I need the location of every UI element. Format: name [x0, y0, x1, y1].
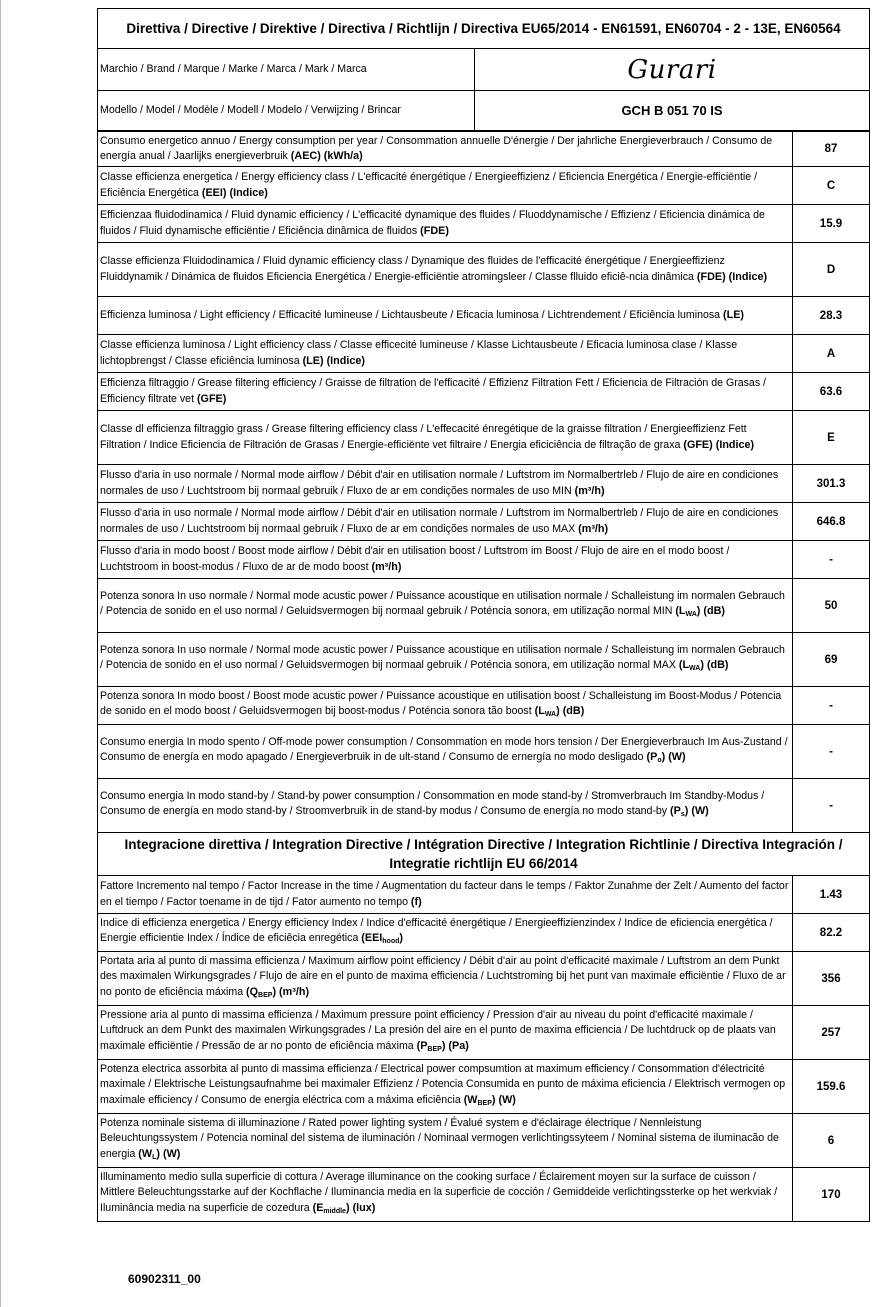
spec-label — [98, 205, 793, 243]
row-text: Classe efficienza energetica / Energy efficiency class / L'efficacité énergétique / Energieeffizienz / Eficiencia Energética / Energie-efficiëntie / Eficiência Energética — [100, 171, 758, 199]
row-text: Portata aria al punto di massima efficienza / Maximum airflow point efficiency / Débit d'air au point d'efficacité maximale / Luftstrom an dem Punkt des maximalen Wirkungsgrades / Flujo de aire en el punto de maxima efficiencia / Luchtstroming bij het punt van maximale efficiëntie / Fluxo de ar no ponto de eficiência máxima — [100, 954, 786, 998]
row-symbol: (EEI) (Indice) — [201, 186, 268, 199]
integration-value: 82.2 — [793, 914, 870, 952]
integration-value: 257 — [793, 1006, 870, 1060]
spec-value: C — [793, 167, 870, 205]
spec-label — [98, 411, 793, 465]
integration-row — [98, 952, 870, 1006]
row-symbol: (f) — [410, 895, 422, 908]
row-text: Flusso d'aria in uso normale / Normal mode airflow / Débit d'air en utilisation normale / Luftstrom im Normalbertrleb / Flujo de aire en condiciones normales de uso / Luchtstroom bij normaal gebruik / Fluxo de ar em condições normales de uso MIN — [100, 469, 779, 497]
brand-label: Marchio / Brand / Marque / Marke / Marca / Mark / Marca — [98, 49, 475, 91]
integration-section-row — [98, 833, 870, 876]
row-text: Efficienza filtraggio / Grease filtering efficiency / Graisse de filtration de l'efficacité / Effizienz Filtration Fett / Eficiencia de Filtración de Grasas / Efficiency filtrate vet — [100, 377, 766, 405]
integration-value: 1.43 — [793, 876, 870, 914]
row-text: Potenza sonora In uso normale / Normal mode acustic power / Puissance acoustique en utilisation normale / Schalleistung im normalen Gebrauch / Potencia de sonido en el uso normal / Geluidsvermogen bij normaal gebruik / Poténcia sonora, em utilização normal MIN — [100, 589, 785, 617]
spec-label — [98, 579, 793, 633]
spec-row — [98, 725, 870, 779]
row-text: Classe efficienza luminosa / Light efficiency class / Classe efficecité lumineuse / Klasse Lichtausbeute / Eficacia luminosa clase / Klasse lichtopbrengst / Classe eficiência luminosa — [100, 339, 738, 367]
integration-section-title: Integracione direttiva / Integration Directive / Intégration Directive / Integration Richtlinie / Directiva Integración / Integratie richtlijn EU 66/2014 — [98, 833, 870, 876]
spec-value: 63.6 — [793, 373, 870, 411]
spec-label — [98, 335, 793, 373]
row-symbol: (FDE) — [420, 224, 449, 237]
spec-value: 87 — [793, 132, 870, 167]
row-symbol: $(W_{BEP})$ (W) — [463, 1093, 516, 1107]
row-text: Consumo energia In modo stand-by / Stand-by power consumption / Consommation en mode stand-by / Stromverbrauch Im Standby-Modus / Consumo de energía en modo stand-by / Stroomverbruik in de stand-by modus / Consumo de energía no modo stand-by — [100, 789, 765, 817]
spec-value: 301.3 — [793, 465, 870, 503]
spec-value: - — [793, 779, 870, 833]
spec-value: 69 — [793, 633, 870, 687]
integration-label — [98, 952, 793, 1006]
row-symbol: $(Q_{BEP})$ (m³/h) — [246, 985, 310, 999]
page-edge-line — [0, 0, 1, 1307]
spec-value: D — [793, 243, 870, 297]
row-text: Potenza sonora In uso normale / Normal mode acustic power / Puissance acoustique en utilisation normale / Schalleistung im normalen Gebrauch / Potencia de sonido en el uso normal / Geluidsvermogen bij normaal gebruik / Poténcia sonora, em utilização normal MAX — [100, 643, 785, 671]
row-symbol: $(P_o)$ (W) — [646, 751, 686, 764]
spec-row — [98, 411, 870, 465]
spec-label — [98, 779, 793, 833]
spec-value: 28.3 — [793, 297, 870, 335]
spec-row — [98, 373, 870, 411]
spec-row — [98, 167, 870, 205]
spec-value: 15.9 — [793, 205, 870, 243]
integration-row — [98, 1114, 870, 1168]
row-symbol: (GFE) — [196, 392, 227, 405]
integration-value: 170 — [793, 1168, 870, 1222]
spec-row — [98, 779, 870, 833]
row-symbol: $(L_{WA})$ (dB) — [675, 605, 725, 618]
row-text: Flusso d'aria in modo boost / Boost mode airflow / Débit d'air en utilisation boost / Luftstrom im Boost / Flujo de aire en el modo boost / Luchtstroom in boost-modus / Fluxo de ar de modo boost — [100, 545, 730, 573]
spec-label — [98, 465, 793, 503]
integration-row — [98, 1006, 870, 1060]
integration-label — [98, 876, 793, 914]
row-symbol: (GFE) (Indice) — [683, 438, 755, 451]
row-text: Potenza electrica assorbita al punto di massima efficienza / Electrical power compsumtion at maximum efficiency / Consommation d'électricité maximale / Elektrische Leistungsaufnahme bei maximaler Effizienz / Potencia Consumida en punto de máxima eficiencia / Elektrisch vermogen op maximale efficiency / Consumo de energia eléctrica com a máxima eficiência — [100, 1062, 786, 1106]
spec-row — [98, 205, 870, 243]
row-text: Efficienza luminosa / Light efficiency / Efficacité lumineuse / Lichtausbeute / Eficacia luminosa / Lichtrendement / Eficiência luminosa — [100, 308, 724, 321]
spec-row — [98, 297, 870, 335]
row-symbol: $(E_{middle})$ (lux) — [312, 1201, 376, 1215]
integration-row — [98, 914, 870, 952]
spec-label — [98, 503, 793, 541]
row-text: Consumo energetico annuo / Energy consumption per year / Consommation annuelle D'énergie / Der jahrliche Energieverbrauch / Consumo de energía anual / Jaarlijks energieverbruik — [100, 134, 773, 162]
spec-label — [98, 167, 793, 205]
energy-label-sheet — [97, 8, 869, 1222]
spec-value: - — [793, 687, 870, 725]
row-text: Pressione aria al punto di massima efficienza / Maximum pressure point efficiency / Pression d'air au niveau du point d'efficacité maximale / Luftdruck an dem Punkt des maximalen Wirkungsgrades / La presión del aire en el punto de maxima efficiencia / De luchtdruck op de plaats van maximale efficiëntie / Pressão de ar no ponto de eficiência máxima — [100, 1008, 776, 1052]
integration-label — [98, 1006, 793, 1060]
row-symbol: (m³/h) — [574, 484, 605, 497]
row-text: Classe dl efficienza filtraggio grass / Grease filtering efficiency class / L'effecacité énregétique de la graisse filtration / Energieeffizienz Fett Filtration / Indice Eficiencia de Filtración de Grasas / Energie-efficiënte vet filtraire / Energia eficiciência de filtração de graxa — [100, 423, 747, 451]
spec-label — [98, 725, 793, 779]
spec-value: E — [793, 411, 870, 465]
spec-row — [98, 687, 870, 725]
spec-label — [98, 297, 793, 335]
directive-header: Direttiva / Directive / Direktive / Directiva / Richtlijn / Directiva EU65/2014 - EN61591, EN60704 - 2 - 13E, EN60564 — [98, 9, 870, 49]
row-text: Potenza nominale sistema di illuminazione / Rated power lighting system / Évalué system e d'éclairage électrique / Nennleistung Beleuchtungssystem / Potencia nominal del sistema de iluminación / Nominaal vermogen verlichtingssyteem / Nominal sistema de iluminacão de energia — [100, 1116, 779, 1160]
integration-value: 356 — [793, 952, 870, 1006]
row-symbol: (LE) — [723, 308, 745, 321]
spec-value: A — [793, 335, 870, 373]
spec-value: - — [793, 541, 870, 579]
spec-label — [98, 132, 793, 167]
row-symbol: (m³/h) — [578, 522, 609, 535]
specification-table — [97, 8, 870, 131]
integration-row — [98, 1168, 870, 1222]
integration-row — [98, 876, 870, 914]
spec-row — [98, 132, 870, 167]
row-text: Flusso d'aria in uso normale / Normal mode airflow / Débit d'air en utilisation normale / Luftstrom im Normalbertrleb / Flujo de aire en condiciones normales de uso / Luchtstroom bij normaal gebruik / Fluxo de ar em condições normales de uso MAX — [100, 507, 779, 535]
spec-row — [98, 503, 870, 541]
spec-row — [98, 243, 870, 297]
integration-label — [98, 1060, 793, 1114]
row-symbol: $(L_{WA})$ (dB) — [534, 705, 585, 718]
row-symbol: $(P_{BEP})$ (Pa) — [416, 1039, 469, 1053]
spec-row — [98, 335, 870, 373]
spec-label — [98, 687, 793, 725]
spec-label — [98, 373, 793, 411]
row-symbol: $(EEI_{hood})$ — [361, 932, 403, 945]
spec-value: - — [793, 725, 870, 779]
row-symbol: (AEC) (kWh/a) — [290, 150, 363, 162]
row-text: Indice di efficienza energetica / Energy efficiency Index / Indice d'efficacité énergétique / Energieeffizienzindex / Indice de eficiencia energética / Energie efficientie Index / Índice de eficiêcia enregética — [100, 916, 773, 944]
integration-value: 6 — [793, 1114, 870, 1168]
row-symbol: $(W_L)$ (W) — [138, 1147, 181, 1161]
row-symbol: (LE) (Indice) — [302, 354, 365, 367]
row-symbol: $(P_s)$ (W) — [670, 805, 709, 818]
spec-row — [98, 579, 870, 633]
spec-value: 50 — [793, 579, 870, 633]
spec-value: 646.8 — [793, 503, 870, 541]
integration-label — [98, 1114, 793, 1168]
row-text: Consumo energia In modo spento / Off-mode power consumption / Consommation en mode hors tension / Der Energieverbrauch Im Aus-Zustand / Consumo de energía en modo apagado / Energieverbruik in de ult-stand / Consumo de ernergía no modo desligado — [100, 735, 788, 763]
spec-label — [98, 243, 793, 297]
spec-label — [98, 633, 793, 687]
spec-row — [98, 633, 870, 687]
row-text: Fattore Incremento nal tempo / Factor Increase in the time / Augmentation du facteur dans le temps / Faktor Zunahme der Zelt / Aumento del factor en el tiempo / Factor toename in de tijd / Fator aumento no tempo — [100, 880, 789, 908]
row-text: Potenza sonora In modo boost / Boost mode acustic power / Puissance acoustique en utilisation boost / Schalleistung im Boost-Modus / Potencia de sonido en el modo boost / Geluidsvermogen bij boost-modus / Poténcia sonora tão boost — [100, 689, 782, 717]
integration-label — [98, 914, 793, 952]
document-reference: 60902311_00 — [128, 1272, 201, 1286]
spec-row — [98, 541, 870, 579]
model-value: GCH B 051 70 IS — [475, 91, 870, 131]
integration-value: 159.6 — [793, 1060, 870, 1114]
row-text: Classe efficienza Fluidodinamica / Fluid dynamic efficiency class / Dynamique des fluides de l'efficacité énergétique / Energieeffizienz Fluiddynamik / Dinámica de fluidos Eficiencia Energética / Energie-efficiëntie atromingsleer / Classe flluido eficiê-ncia dinâmica — [100, 255, 725, 283]
model-label: Modello / Model / Modèle / Modell / Modelo / Verwijzing / Brincar — [98, 91, 475, 131]
row-symbol: $(L_{WA})$ (dB) — [678, 659, 729, 672]
specification-table-rows — [97, 131, 870, 1222]
row-symbol: (m³/h) — [371, 560, 402, 573]
row-text: Efficienzaa fluidodinamica / Fluid dynamic efficiency / L'efficacité dynamique des fluides / Fluoddynamische / Effizienz / Eficiencia dinámica de fluidos / Fluid dynamische efficiëntie / Eficiência dinâmica de fluidos — [100, 209, 765, 237]
brand-logo: Gurari — [475, 49, 870, 91]
integration-row — [98, 1060, 870, 1114]
row-text: Illuminamento medio sulla superficie di cottura / Average illuminance on the cooking surface / Éclairement moyen sur la surface de cuisson / Mittlere Beleuchtungsstarke auf der Kochflache / Iluminancia media en la superficie de cocción / Gemiddeide verlichtingssterke op het werkviak / Iluminância media na superficie de cozedura — [100, 1170, 778, 1214]
spec-label — [98, 541, 793, 579]
integration-label — [98, 1168, 793, 1222]
spec-row — [98, 465, 870, 503]
row-symbol: (FDE) (Indice) — [696, 270, 768, 283]
